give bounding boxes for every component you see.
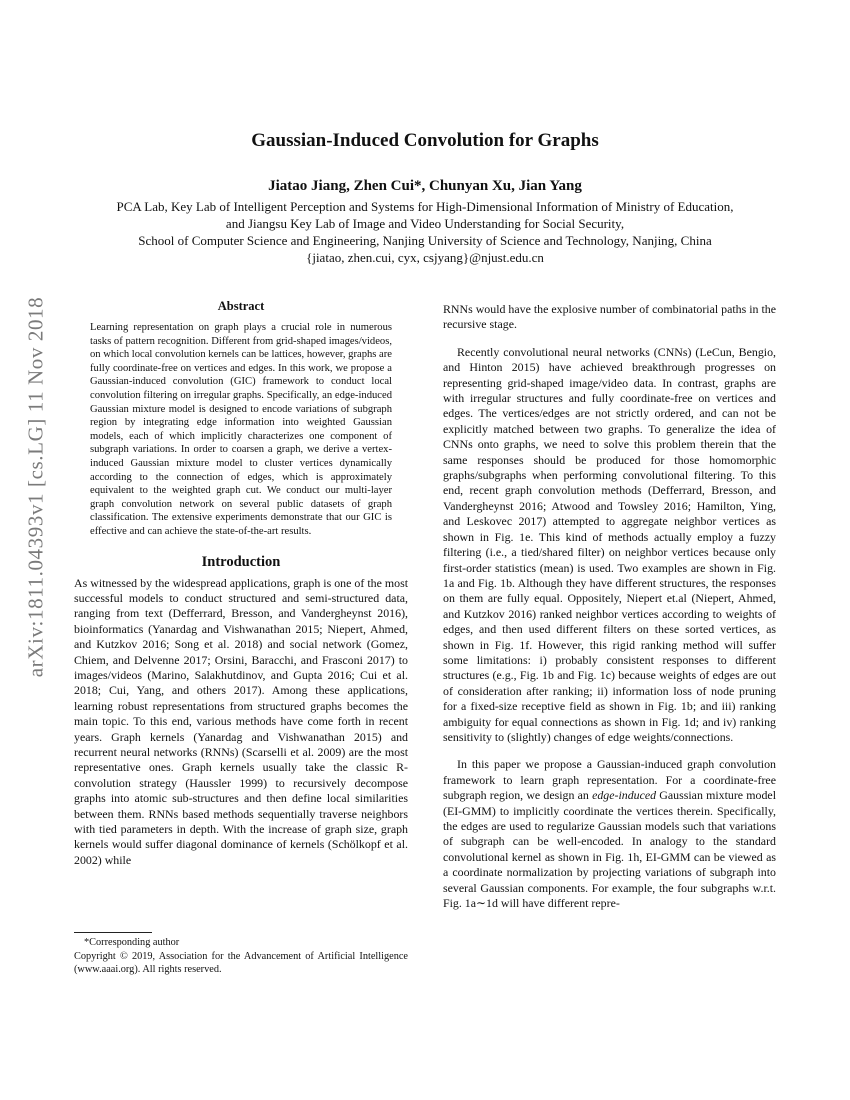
proposal-text-end: Gaussian mixture model (EI-GMM) to implicitly coordinate the vertices therein. Specifically, the edges are used to regularize Gaussian models such that variations of subgraph can be well-encoded. In analogy to the standard convolutional kernel as shown in Fig. 1h, EI-GMM can be viewed as a coordinate normalization by projecting variations of subgraph into several Gaussian components. For example, the four subgraphs w.r.t. Fig. 1a∼1d will have different repre- <box>443 788 776 911</box>
abstract-heading: Abstract <box>217 299 265 313</box>
affiliations <box>0 198 850 266</box>
affiliation-line: School of Computer Science and Engineering, Nanjing University of Science and Technology, Nanjing, China <box>138 233 712 248</box>
arxiv-stamp <box>8 285 64 689</box>
edge-induced-emphasis: edge-induced <box>592 788 657 803</box>
right-column <box>443 302 776 911</box>
footnote-area <box>74 932 408 976</box>
arxiv-identifier: arXiv:1811.04393v1 [cs.LG] 11 Nov 2018 <box>23 296 48 678</box>
paper-title: Gaussian-Induced Convolution for Graphs <box>251 130 599 151</box>
footnote-corresponding-author: *Corresponding author <box>84 937 180 948</box>
introduction-paragraph: As witnessed by the widespread applications, graph is one of the most successful models to conduct structured and semi-structured data, ranging from text (Defferrard, Bresson, and Vandergheynst 2016), bioinformatics (Yanardag and Vishwanathan 2015; Niepert, Ahmed, and Kutzkov 2016; Song et al. 2018) and social network (Gomez, Chiem, and Delvenne 2017; Orsini, Baracchi, and Frasconi 2017) to images/videos (Marino, Salakhutdinov, and Gupta 2016; Cui et al. 2018; Cui, Yang, and others 2017). Among these applications, learning robust representations from structured graphs becomes the main topic. To this end, various methods have come forth in recent years. Graph kernels (Yanardag and Vishwanathan 2015) and recurrent neural networks (RNNs) (Scarselli et al. 2009) are the most representative ones. Graph kernels usually take the classic R-convolution strategy (Haussler 1999) to recursively decompose graphs into atomic sub-structures and then define local similarities between them. RNNs based methods sequentially traverse neighbors with tied parameters in depth. With the increase of graph size, graph kernels would suffer diagonal dominance of kernels (Schölkopf et al. 2002) while <box>74 575 408 867</box>
copyright-notice: Copyright © 2019, Association for the Advancement of Artificial Intelligence (www.aaai.org). All rights reserved. <box>74 951 408 975</box>
proposal-paragraph <box>443 757 776 911</box>
author-emails: {jiatao, zhen.cui, cyx, csjyang}@njust.edu.cn <box>306 250 544 265</box>
footnote-rule <box>74 932 152 933</box>
affiliation-line: PCA Lab, Key Lab of Intelligent Perception and Systems for High-Dimensional Information of Ministry of Education, <box>116 199 734 214</box>
proposal-text-start: In this paper we propose a Gaussian-induced graph convolution framework to learn graph representation. For a coordinate-free subgraph region, we design an <box>443 757 776 803</box>
abstract-text: Learning representation on graph plays a crucial role in numerous tasks of pattern recognition. Different from grid-shaped images/videos, on which local convolution kernels can be lattices, however, graphs are fully coordinate-free on vertices and edges. In this work, we propose a Gaussian-induced convolution (GIC) framework to conduct local convolution filtering on irregular graphs. Specifically, an edge-induced Gaussian mixture model is designed to encode variations of subgraph region by integrating edge information into weighted Gaussian models, each of which implicitly characterizes one component of subgraph variations. In order to coarsen a graph, we derive a vertex-induced Gaussian mixture model to cluster vertices dynamically according to the connection of edges, which is approximately equivalent to the weighted graph cut. We conduct our multi-layer graph convolution network on several public datasets of graph classification. The extensive experiments demonstrate that our GIC is effective and can achieve the state-of-the-art results. <box>90 322 392 537</box>
affiliation-line: and Jiangsu Key Lab of Image and Video Understanding for Social Security, <box>225 216 625 231</box>
introduction-heading: Introduction <box>201 553 281 570</box>
cnn-paragraph: Recently convolutional neural networks (CNNs) (LeCun, Bengio, and Hinton 2015) have achieved breakthrough progresses on representing grid-shaped image/video data. In contrast, graphs are with irregular structures and fully coordinate-free on vertices and edges. The vertices/edges are not strictly ordered, and can not be explicitly matched between two graphs. To generalize the idea of CNNs onto graphs, we need to solve this problem therein that the same responses should be produced for those homomorphic graphs/subgraphs when performing convolutional filtering. To this end, recent graph convolution methods (Defferrard, Bresson, and Vandergheynst 2016; Atwood and Towsley 2016; Hamilton, Ying, and Leskovec 2017) attempted to aggregate neighbor vertices as shown in Fig. 1e. This kind of methods actually employ a fuzzy filtering (i.e., a tied/shared filter) on neighbor vertices because only first-order statistics (mean) is used. Two examples are shown in Fig. 1a and Fig. 1b. Although they have different structures, the responses on them are fully equal. Oppositely, Niepert et.al (Niepert, Ahmed, and Kutzkov 2016) ranked neighbor vertices according to weights of edges, and then used different filters on these sorted vertices, as shown in Fig. 1f. However, this rigid ranking method will suffer some limitations: i) probably consistent responses to different structures (e.g., Fig. 1b and Fig. 1c) because weights of edges are out of consideration after ranking; ii) information loss of node pruning for a fixed-size receptive field as shown in Fig. 1b; and iii) ranking ambiguity for equal connections as shown in Fig. 1d; and iv) ranking sensitivity to (slightly) changes of edge weights/connections. <box>443 344 776 744</box>
author-list: Jiatao Jiang, Zhen Cui*, Chunyan Xu, Jian Yang <box>268 178 582 194</box>
left-column <box>74 298 408 868</box>
continued-paragraph: RNNs would have the explosive number of combinatorial paths in the recursive stage. <box>443 302 776 332</box>
